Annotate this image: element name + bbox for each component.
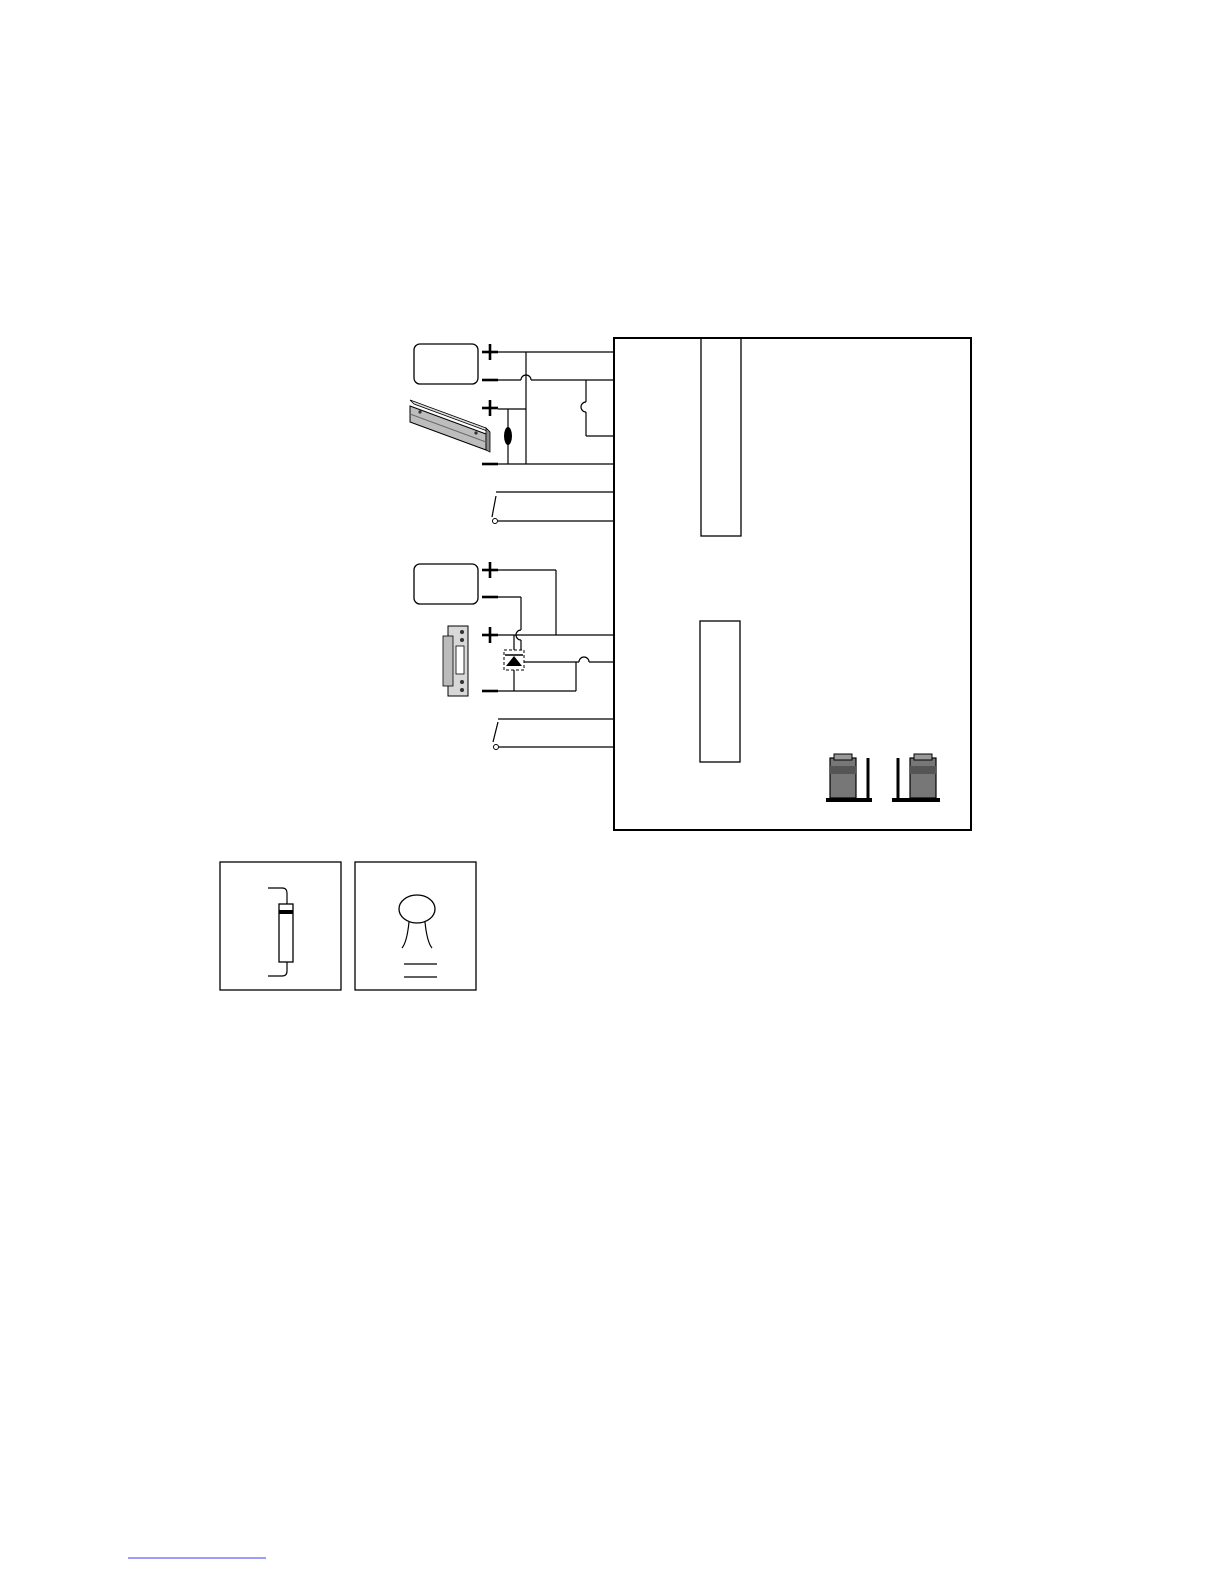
power-supply-1-box: [414, 344, 478, 384]
varistor-icon: [504, 427, 512, 445]
legend-varistor-box: [355, 862, 476, 990]
lock1-plus-icon: [482, 400, 498, 416]
terminal-block-top: [701, 338, 741, 536]
lock2-plus-icon: [482, 627, 498, 643]
electric-lock-1-image: [410, 400, 490, 452]
wires-power-supply-1: [498, 352, 614, 409]
dry-contact-switch-icon[interactable]: [492, 492, 614, 524]
ps1-plus-icon: [482, 344, 498, 360]
jumper-4-or-5[interactable]: [826, 754, 872, 802]
power-supply-2-box: [414, 564, 478, 604]
legend-varistor-icon: [399, 895, 437, 977]
jumper-reset[interactable]: [892, 754, 940, 802]
diode-icon: [504, 650, 524, 670]
electric-lock-2-image: [443, 626, 468, 696]
reed-switch-icon[interactable]: [493, 719, 614, 750]
wire-com1: [581, 380, 614, 436]
terminal-block-bottom: [700, 621, 740, 762]
wires-power-supply-2: [498, 570, 614, 662]
ps2-plus-icon: [482, 562, 498, 578]
legend-diode-icon: [268, 888, 293, 976]
